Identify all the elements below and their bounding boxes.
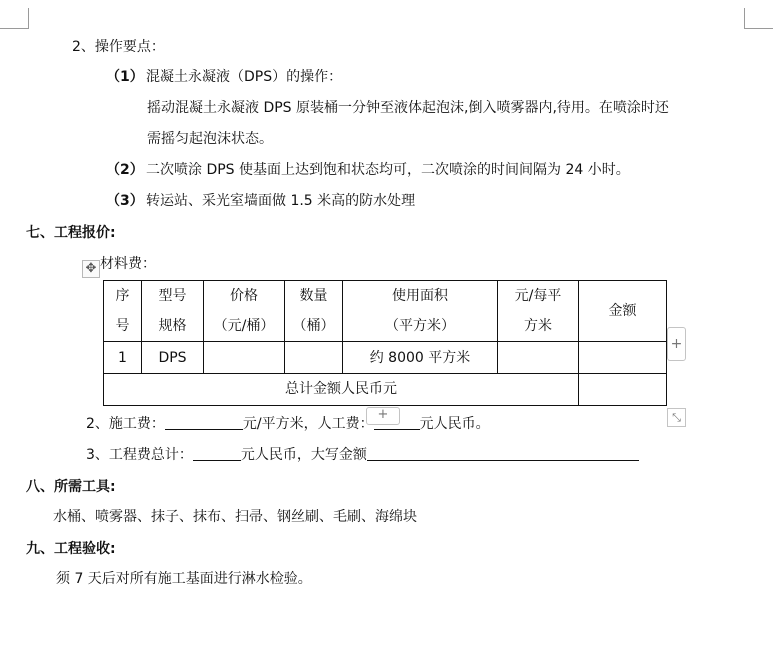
table-row	[104, 342, 667, 373]
operation-point-1-text: 混凝土永凝液（DPS）的操作：	[146, 69, 343, 85]
cell-total-label[interactable]: 总计金额人民币元	[104, 373, 579, 405]
operation-point-1	[106, 67, 342, 87]
total-fee-line: 3、工程费总计： 元人民币，大写金额	[86, 445, 639, 465]
construction-fee-line: 2、施工费： 元/平方米，人工费： 元人民币。	[86, 416, 490, 432]
operation-point-1-number: （1）	[106, 69, 144, 85]
header-cell-unit-price[interactable]: 元/每平 方米	[498, 281, 579, 342]
section-9-title: 九、工程验收:	[26, 541, 116, 557]
section-7-title: 七、工程报价:	[26, 225, 116, 241]
operation-point-3-number: （3）	[106, 193, 144, 209]
header-cell-price[interactable]: 价格 （元/桶）	[204, 281, 285, 342]
material-fee-label: 材料费：	[100, 256, 156, 272]
cell-seq[interactable]: 1	[104, 342, 142, 373]
operation-point-1-detail-line-2: 需摇匀起泡沫状态。	[147, 131, 273, 147]
cell-model[interactable]: DPS	[142, 342, 204, 373]
header-cell-amount[interactable]: 金额	[579, 281, 667, 342]
tools-list: 水桶、喷雾器、抹子、抹布、扫帚、钢丝刷、毛刷、海绵块	[53, 509, 417, 525]
page-corner-mark-top-right	[744, 8, 773, 29]
table-resize-icon[interactable]: ⤡	[667, 408, 686, 427]
operation-point-3	[106, 191, 415, 211]
cell-quantity[interactable]	[285, 342, 343, 373]
operation-point-2-text: 二次喷涂 DPS 使基面上达到饱和状态均可，二次喷涂的时间间隔为 24 小时。	[146, 162, 630, 178]
acceptance-text: 须 7 天后对所有施工基面进行淋水检验。	[56, 571, 312, 587]
table-move-handle-icon[interactable]: ✥	[82, 260, 100, 278]
header-cell-seq[interactable]: 序 号	[104, 281, 142, 342]
cell-price[interactable]	[204, 342, 285, 373]
cell-total-value[interactable]	[579, 373, 667, 405]
operation-point-3-text: 转运站、采光室墙面做 1.5 米高的防水处理	[146, 193, 416, 209]
section-8-title: 八、所需工具:	[26, 479, 116, 495]
operation-point-2	[106, 160, 630, 180]
table-total-row	[104, 373, 667, 405]
labor-fee-blank[interactable]	[374, 414, 420, 430]
header-cell-quantity[interactable]: 数量 （桶）	[285, 281, 343, 342]
total-fee-blank[interactable]	[193, 445, 241, 461]
add-row-icon[interactable]: +	[366, 407, 400, 425]
cell-area[interactable]: 约 8000 平方米	[343, 342, 498, 373]
header-cell-model[interactable]: 型号 规格	[142, 281, 204, 342]
cell-unit-price[interactable]	[498, 342, 579, 373]
page-corner-mark-top-left	[0, 8, 29, 29]
header-cell-area[interactable]: 使用面积 （平方米）	[343, 281, 498, 342]
amount-in-words-blank[interactable]	[367, 445, 639, 461]
table-header-row	[104, 281, 667, 342]
operation-point-2-number: （2）	[106, 162, 144, 178]
construction-fee-blank[interactable]	[165, 414, 243, 430]
material-fee-table	[103, 280, 667, 406]
add-column-icon[interactable]: +	[667, 327, 686, 361]
cell-amount[interactable]	[579, 342, 667, 373]
operation-point-1-detail-line-1: 摇动混凝土永凝液 DPS 原装桶一分钟至液体起泡沫,倒入喷雾器内,待用。在喷涂时还	[147, 100, 669, 116]
operation-points-heading: 2、操作要点：	[72, 39, 165, 55]
